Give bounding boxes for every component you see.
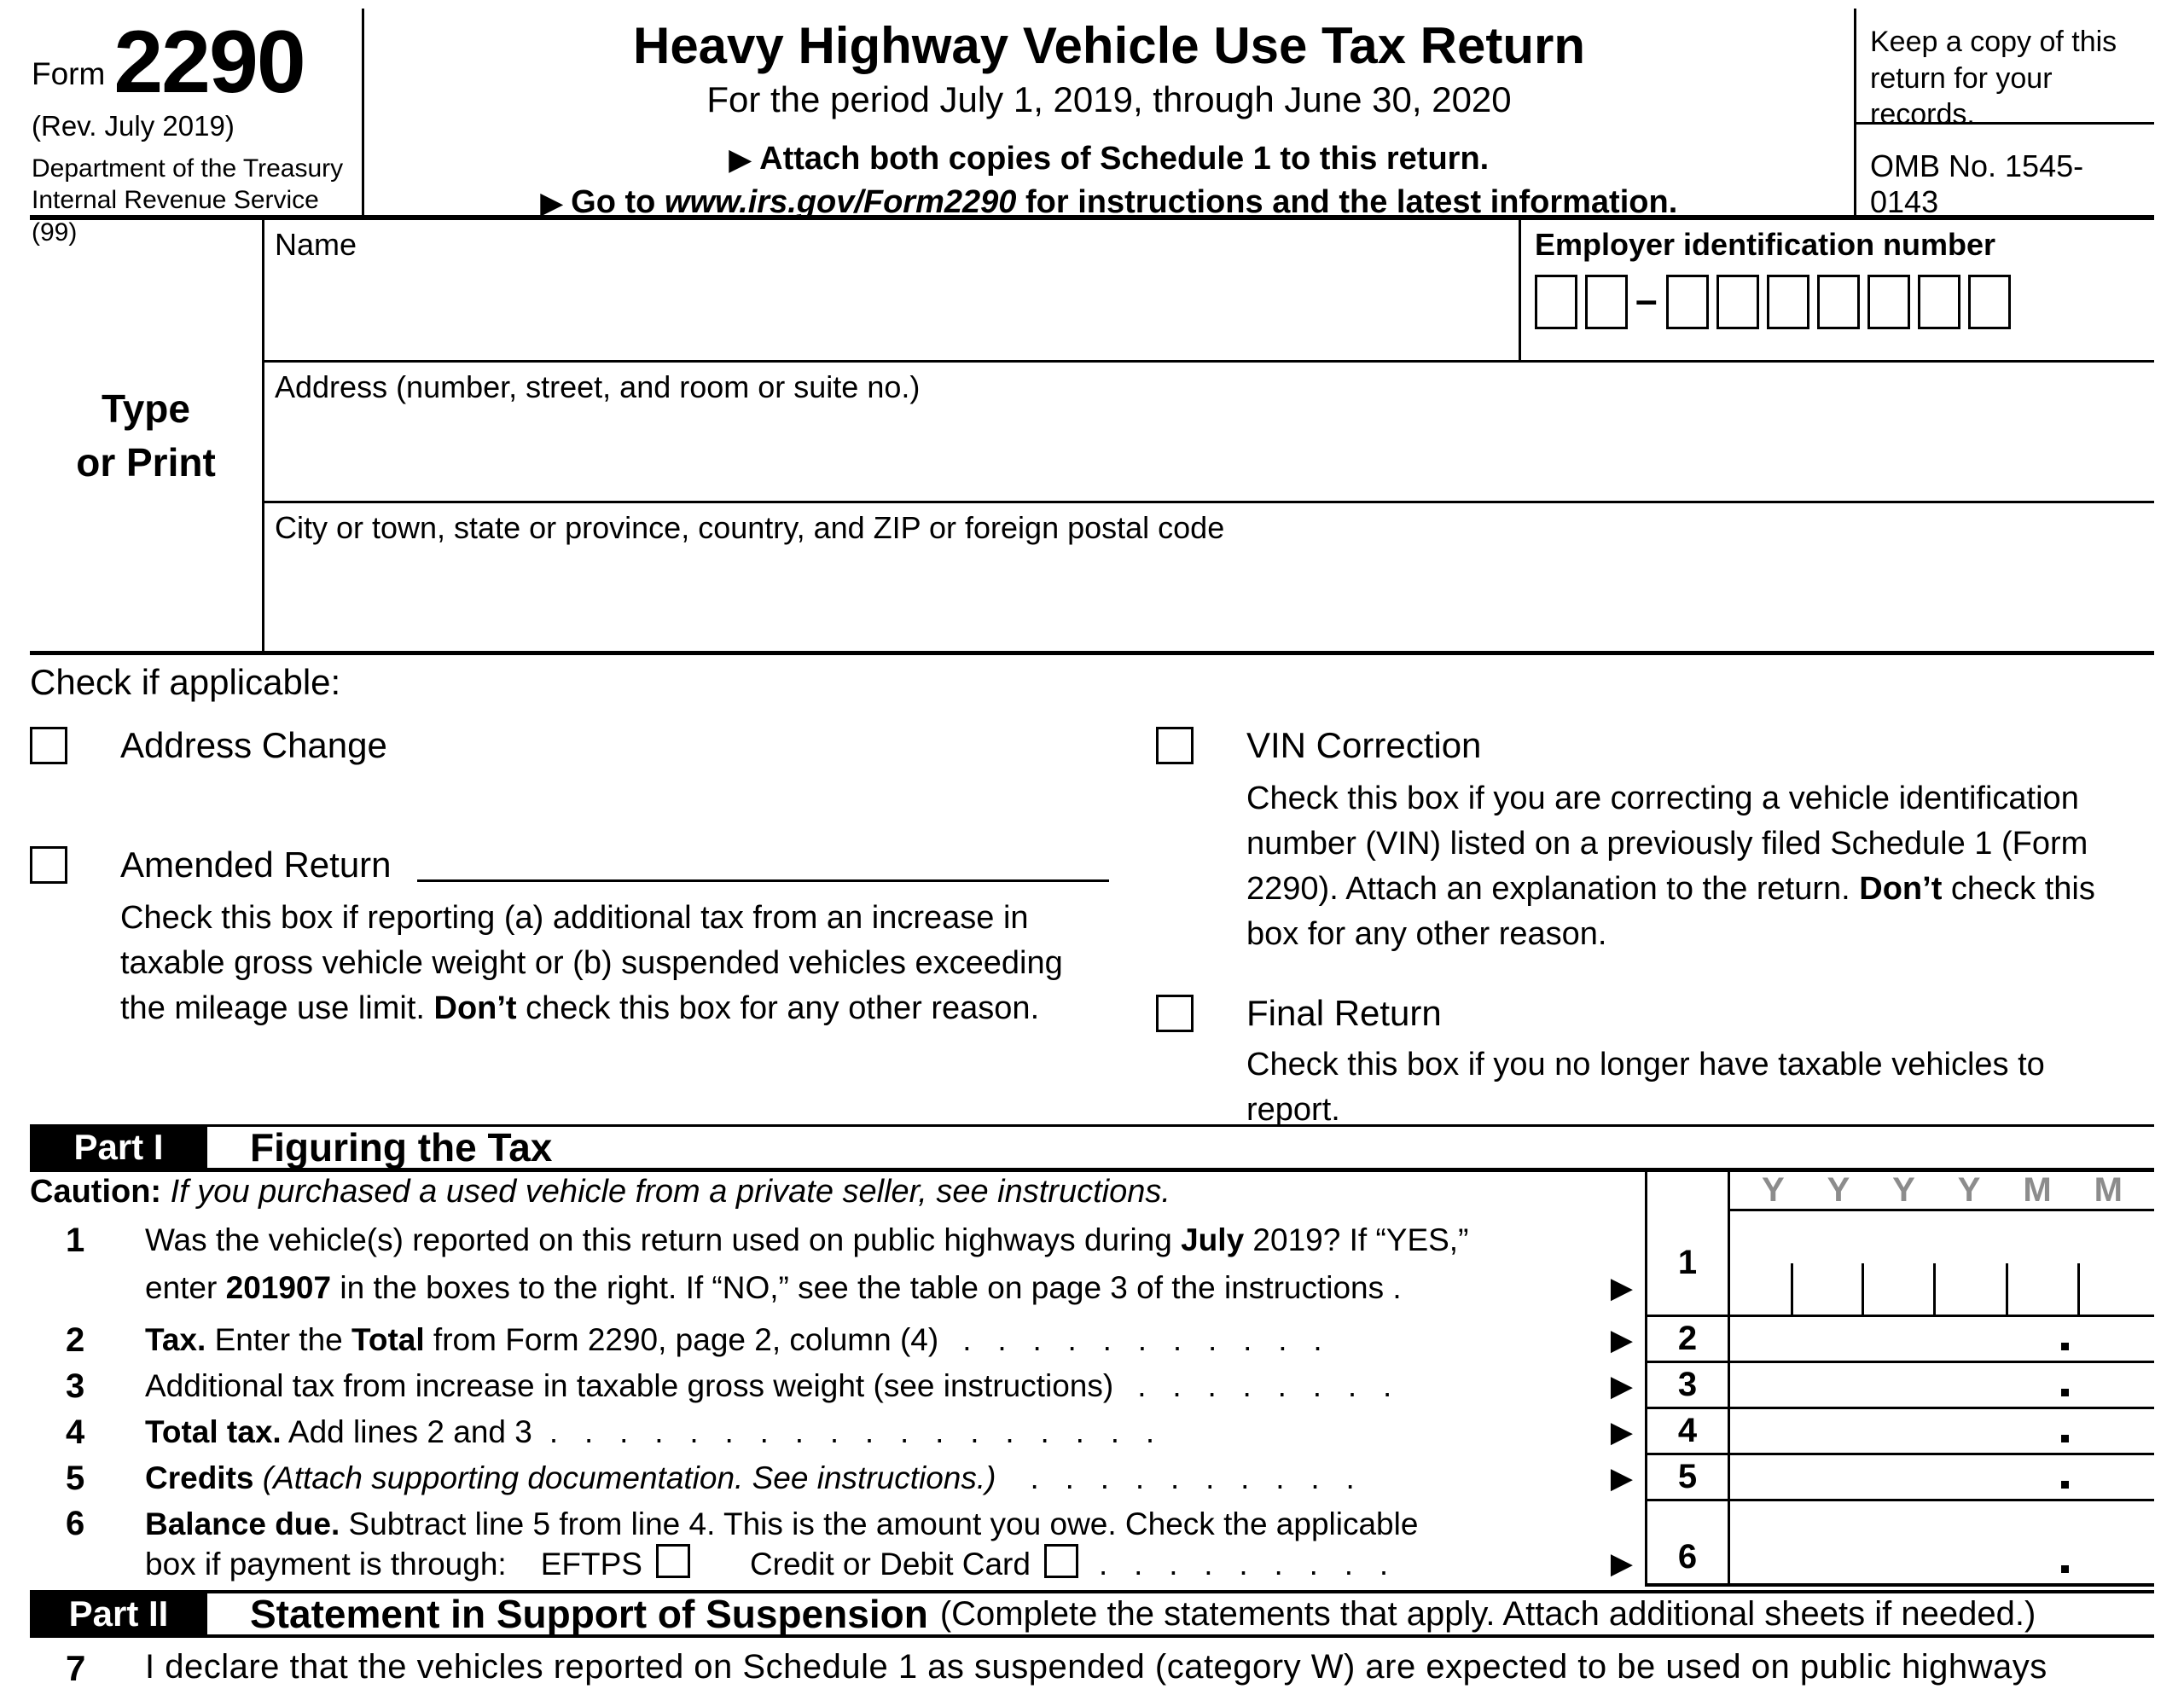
- dot-leader: . . . . . . . . . .: [1030, 1460, 1355, 1495]
- digit-divider: [2077, 1263, 2080, 1315]
- dot-leader: . . . . . . . . . . .: [962, 1322, 1322, 1357]
- amended-return-checkbox[interactable]: [30, 846, 67, 884]
- line5-number: 5: [66, 1459, 85, 1497]
- line6-text: Balance due. Subtract line 5 from line 4. This is the amount you owe. Check the applicable: [145, 1506, 1419, 1541]
- arrow-icon: ▶: [1610, 1370, 1633, 1402]
- ein-digit-box[interactable]: [1867, 275, 1910, 329]
- ein-digit-box[interactable]: [1767, 275, 1809, 329]
- line4-text: Total tax. Add lines 2 and 3: [145, 1414, 532, 1449]
- line7-row: [30, 1648, 2154, 1689]
- line2-number: 2: [66, 1320, 85, 1359]
- line2-row: [30, 1317, 2154, 1363]
- ym-letter: M: [2023, 1171, 2052, 1209]
- line1-text: Was the vehicle(s) reported on this return used on public highways during July 2019? If “YES,”: [145, 1222, 1469, 1257]
- line3-text: Additional tax from increase in taxable gross weight (see instructions): [145, 1368, 1114, 1403]
- form-word: Form: [32, 55, 106, 91]
- credit-debit-checkbox[interactable]: [1044, 1544, 1078, 1578]
- digit-divider: [1791, 1263, 1793, 1315]
- line1-box-number: 1: [1645, 1211, 1730, 1317]
- ym-letter: M: [2094, 1171, 2123, 1209]
- goto-note: ▶ Go to www.irs.gov/Form2290 for instructions and the latest information.: [540, 184, 1678, 220]
- arrow-icon: ▶: [1610, 1416, 1633, 1448]
- dot-leader: . . . . . . . . .: [1098, 1547, 1389, 1582]
- attach-note: ▶ Attach both copies of Schedule 1 to this return.: [729, 141, 1490, 177]
- decimal-point: [2061, 1389, 2069, 1396]
- line1-number: 1: [66, 1222, 85, 1259]
- form-number: 2290: [113, 13, 305, 112]
- line5-box-number: 5: [1645, 1455, 1730, 1501]
- form-title: Heavy Highway Vehicle Use Tax Return: [632, 17, 1585, 74]
- omb-number: OMB No. 1545-0143: [1870, 148, 2084, 219]
- ein-digit-box[interactable]: [1585, 275, 1628, 329]
- line5-row: [30, 1455, 2154, 1501]
- line4-amount-cell[interactable]: [1730, 1409, 2154, 1455]
- keep-copy-note: Keep a copy of this return for your records.: [1856, 9, 2154, 125]
- part2-subtitle: (Complete the statements that apply. Attach additional sheets if needed.): [939, 1594, 2036, 1633]
- decimal-point: [2061, 1565, 2069, 1573]
- address-label: Address (number, street, and room or suite no.): [275, 369, 921, 404]
- dot-leader: . . . . . . . . . . . . . . . . . .: [549, 1414, 1155, 1449]
- line3-row: [30, 1363, 2154, 1409]
- part1-title: Figuring the Tax: [250, 1125, 553, 1170]
- dot-leader: . . . . . . . .: [1137, 1368, 1392, 1403]
- amended-return-description: Check this box if reporting (a) additional tax from an increase in taxable gross vehicle weight or (b) suspended vehicles exceeding the mileage use limit. Don’t check this box for any other reason.: [120, 900, 1063, 1026]
- eftps-checkbox[interactable]: [656, 1544, 690, 1578]
- line1-text-cont: enter 201907 in the boxes to the right. If “NO,” see the table on page 3 of the instructions .: [145, 1270, 1402, 1305]
- part2-label: Part II: [30, 1593, 207, 1634]
- ein-label: Employer identification number: [1535, 227, 1996, 262]
- line6-amount-cell[interactable]: [1730, 1501, 2154, 1587]
- type-or-print-label: Type or Print: [76, 386, 216, 485]
- entity-fields: [262, 220, 2154, 651]
- line1-row: [30, 1211, 2154, 1317]
- decimal-point: [2061, 1481, 2069, 1489]
- ein-block: [1519, 220, 2154, 360]
- check-if-applicable-heading: Check if applicable:: [30, 662, 341, 702]
- digit-divider: [2006, 1263, 2008, 1315]
- decimal-point: [2061, 1343, 2069, 1350]
- line2-text: Tax. Enter the Total from Form 2290, page 2, column (4): [145, 1322, 939, 1357]
- line5-amount-cell[interactable]: [1730, 1455, 2154, 1501]
- digit-divider: [1862, 1263, 1864, 1315]
- ein-digit-box[interactable]: [1666, 275, 1709, 329]
- ein-digit-box[interactable]: [1535, 275, 1577, 329]
- ym-letter: Y: [1957, 1171, 1981, 1209]
- part2-header-bar: [30, 1590, 2154, 1638]
- line7-text: I declare that the vehicles reported on Schedule 1 as suspended (category W) are expected to be used on public highways: [145, 1648, 2048, 1686]
- line6-text-cont: box if payment is through:: [145, 1547, 507, 1582]
- table-number-column: [1645, 1172, 1730, 1211]
- eftps-label: EFTPS: [540, 1547, 642, 1582]
- name-label: Name: [275, 227, 357, 262]
- form-title-block: [364, 9, 1854, 220]
- caution-row: [30, 1172, 2154, 1211]
- vin-correction-description: Check this box if you are correcting a vehicle identification number (VIN) listed on a previously filed Schedule 1 (Form 2290). Attach an explanation to the return. Don’t check this box for any other reason.: [1246, 781, 2095, 952]
- line4-number: 4: [66, 1413, 85, 1451]
- ym-letter: Y: [1761, 1171, 1785, 1209]
- amended-return-blank-line[interactable]: [417, 848, 1109, 882]
- decimal-point: [2061, 1435, 2069, 1442]
- address-change-checkbox[interactable]: [30, 727, 67, 764]
- line1-month-entry-cell[interactable]: [1730, 1211, 2154, 1317]
- form-period: For the period July 1, 2019, through June 30, 2020: [706, 79, 1512, 119]
- address-field[interactable]: [264, 363, 2154, 503]
- line3-number: 3: [66, 1367, 85, 1405]
- vin-correction-label: VIN Correction: [1246, 725, 1482, 765]
- amended-return-label: Amended Return: [120, 844, 392, 885]
- date-format-header: [1730, 1172, 2154, 1211]
- arrow-icon: ▶: [1610, 1272, 1633, 1304]
- arrow-icon: ▶: [540, 187, 563, 218]
- ein-digit-box[interactable]: [1968, 275, 2011, 329]
- arrow-icon: ▶: [1610, 1547, 1633, 1580]
- line7-number: 7: [66, 1648, 86, 1688]
- entity-section: [30, 220, 2154, 655]
- line5-text: Credits (Attach supporting documentation. See instructions.): [145, 1460, 996, 1495]
- city-label: City or town, state or province, country, and ZIP or foreign postal code: [275, 510, 1225, 545]
- line4-box-number: 4: [1645, 1409, 1730, 1455]
- agency-label: Internal Revenue Service (99): [32, 186, 319, 247]
- line2-amount-cell[interactable]: [1730, 1317, 2154, 1363]
- ein-digit-box[interactable]: [1716, 275, 1759, 329]
- line6-box-number: 6: [1645, 1501, 1730, 1587]
- line4-row: [30, 1409, 2154, 1455]
- form-revision: (Rev. July 2019): [32, 109, 235, 142]
- ein-dash: –: [1635, 277, 1658, 322]
- header-right-block: [1854, 9, 2154, 219]
- vin-correction-checkbox[interactable]: [1156, 727, 1194, 764]
- part2-title: Statement in Support of Suspension: [250, 1592, 928, 1636]
- city-field[interactable]: [264, 503, 2154, 651]
- line6-row: [30, 1501, 2154, 1587]
- line6-number: 6: [66, 1504, 85, 1542]
- arrow-icon: ▶: [1610, 1324, 1633, 1356]
- line3-amount-cell[interactable]: [1730, 1363, 2154, 1409]
- department-label: Department of the Treasury: [32, 154, 344, 183]
- line3-box-number: 3: [1645, 1363, 1730, 1409]
- address-change-label: Address Change: [120, 725, 387, 765]
- ym-letter: Y: [1892, 1171, 1915, 1209]
- final-return-checkbox[interactable]: [1156, 995, 1194, 1032]
- arrow-icon: ▶: [1610, 1462, 1633, 1495]
- ein-digit-box[interactable]: [1918, 275, 1960, 329]
- caution-text: Caution: If you purchased a used vehicle from a private seller, see instructions.: [30, 1173, 1170, 1210]
- ein-boxes: [1535, 275, 2154, 329]
- check-if-applicable-section: [30, 655, 2154, 1128]
- line2-box-number: 2: [1645, 1317, 1730, 1363]
- ym-letter: Y: [1827, 1171, 1850, 1209]
- ein-digit-box[interactable]: [1817, 275, 1860, 329]
- digit-divider: [1933, 1263, 1936, 1315]
- name-field[interactable]: [264, 220, 1519, 360]
- final-return-description: Check this box if you no longer have taxable vehicles to report.: [1246, 1047, 2045, 1128]
- part1-label: Part I: [30, 1127, 207, 1168]
- final-return-label: Final Return: [1246, 993, 1442, 1033]
- arrow-icon: ▶: [729, 143, 752, 175]
- credit-debit-label: Credit or Debit Card: [749, 1547, 1031, 1582]
